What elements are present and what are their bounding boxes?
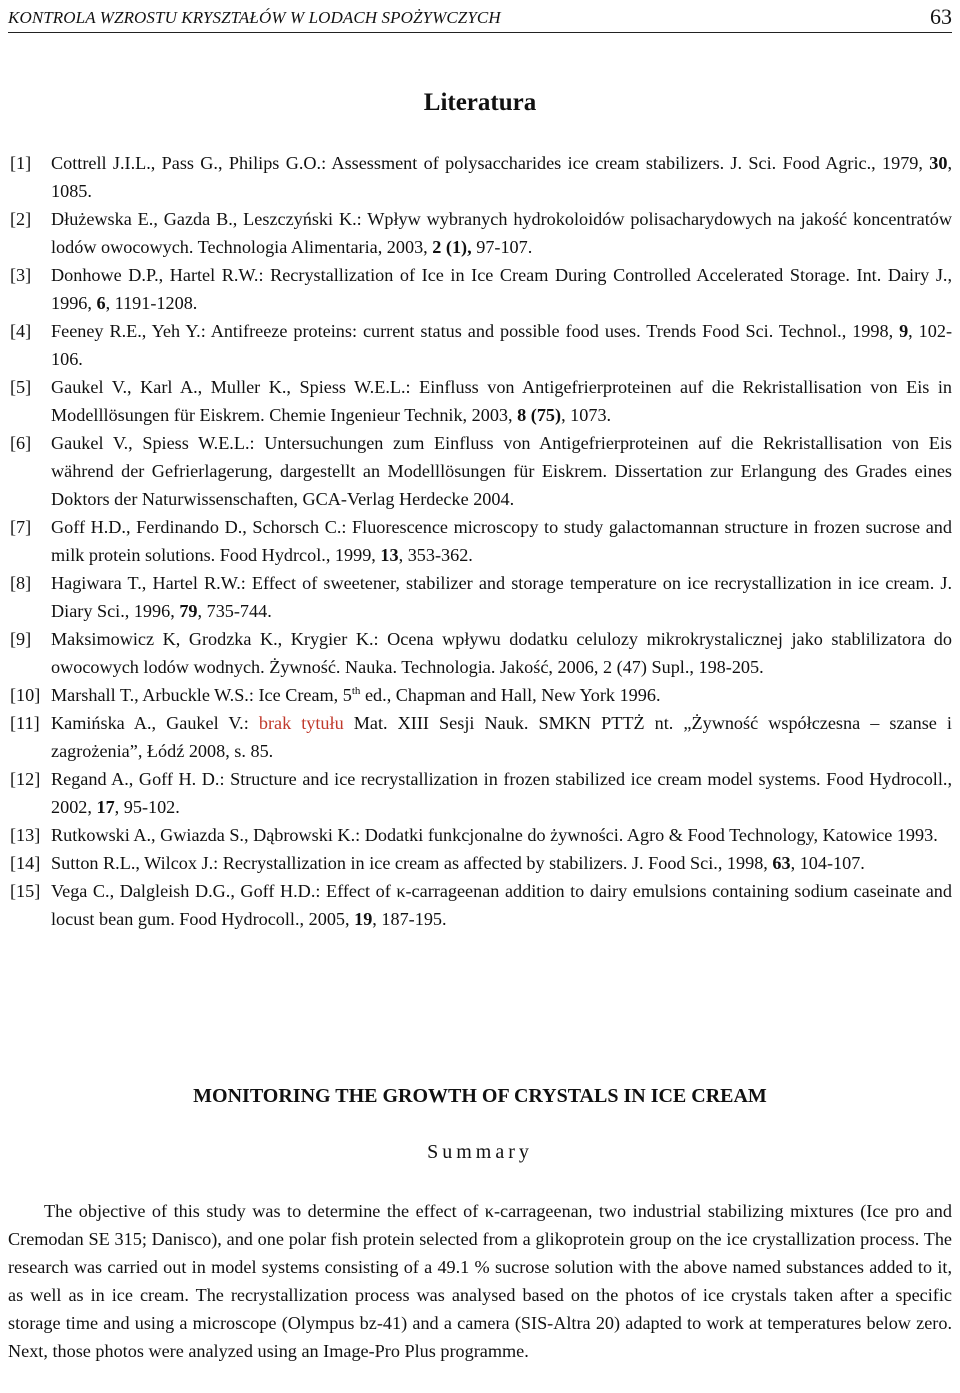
reference-item — [10, 625, 952, 681]
reference-text-part: Gaukel V., Karl A., Muller K., Spiess W.E.L.: Einfluss von Antigefrierproteinen auf die Rekristallisation von Eis in Modelllösungen für Eiskrem. Chemie Ingenieur Technik, 2003, — [51, 377, 952, 425]
reference-text-part: 2 (1), — [432, 237, 472, 257]
reference-number: [1] — [10, 153, 32, 173]
reference-text — [51, 377, 952, 425]
reference-text-part: Rutkowski A., Gwiazda S., Dąbrowski K.: Dodatki funkcjonalne do żywności. Agro & Food Technology, Katowice 1993. — [51, 825, 938, 845]
reference-text-part: 13 — [380, 545, 399, 565]
reference-text-part: , 735-744. — [197, 601, 272, 621]
reference-text — [51, 853, 865, 873]
reference-item — [10, 513, 952, 569]
english-title: MONITORING THE GROWTH OF CRYSTALS IN ICE CREAM — [193, 1085, 767, 1107]
reference-text-part: , 187-195. — [372, 909, 447, 929]
reference-text-part: 79 — [179, 601, 198, 621]
reference-item — [10, 429, 952, 513]
reference-text-part: 97-107. — [471, 237, 533, 257]
reference-number: [11] — [10, 713, 40, 733]
reference-text-part: Hagiwara T., Hartel R.W.: Effect of sweetener, stabilizer and storage temperature on ice recrystallization in ice cream. J. Diary Sci., 1996, — [51, 573, 952, 621]
reference-text-part: , 1073. — [561, 405, 612, 425]
reference-text-part: Donhowe D.P., Hartel R.W.: Recrystallization of Ice in Ice Cream During Controlled Accelerated Storage. Int. Dairy J., 1996, — [51, 265, 952, 313]
reference-text-part: 8 (75) — [517, 405, 562, 425]
reference-text-part: , 104-107. — [790, 853, 865, 873]
reference-number: [14] — [10, 853, 41, 873]
page-number: 63 — [930, 4, 952, 29]
reference-text-part: , 353-362. — [398, 545, 473, 565]
reference-number: [2] — [10, 209, 32, 229]
reference-text-part: , 95-102. — [114, 797, 180, 817]
reference-text-part: Marshall T., Arbuckle W.S.: Ice Cream, 5 — [51, 685, 352, 705]
reference-text-part: Vega C., Dalgleish D.G., Goff H.D.: Effect of κ-carrageenan addition to dairy emulsions containing sodium caseinate and locust bean gum. Food Hydrocoll., 2005, — [51, 881, 952, 929]
reference-text-part: , 102-106. — [51, 321, 953, 369]
reference-number: [9] — [10, 629, 32, 649]
reference-text-part: Sutton R.L., Wilcox J.: Recrystallization in ice cream as affected by stabilizers. J. Food Sci., 1998, — [51, 853, 773, 873]
reference-number: [6] — [10, 433, 32, 453]
reference-number: [10] — [10, 685, 41, 705]
reference-text — [51, 713, 952, 761]
reference-text — [51, 769, 952, 817]
reference-text — [51, 433, 952, 509]
reference-text — [51, 321, 952, 369]
reference-text — [51, 881, 952, 929]
reference-item — [10, 317, 952, 373]
reference-text-part: 6 — [96, 293, 106, 313]
reference-text-part: 19 — [354, 909, 373, 929]
reference-text-part: ed., Chapman and Hall, New York 1996. — [360, 685, 661, 705]
reference-text — [51, 265, 952, 313]
reference-text-part: , 1191-1208. — [105, 293, 198, 313]
reference-text-part: Goff H.D., Ferdinando D., Schorsch C.: Fluorescence microscopy to study galactomannan structure in frozen sucrose and milk protein solutions. Food Hydrcol., 1999, — [51, 517, 952, 565]
reference-item — [10, 681, 952, 709]
reference-text-part: 30 — [929, 153, 948, 173]
summary-heading: Summary — [427, 1141, 533, 1163]
missing-title-note: brak tytułu — [258, 713, 344, 733]
reference-number: [3] — [10, 265, 32, 285]
reference-item — [10, 149, 952, 205]
running-title: KONTROLA WZROSTU KRYSZTAŁÓW W LODACH SPOŻYWCZYCH — [8, 8, 501, 27]
reference-number: [13] — [10, 825, 41, 845]
reference-text-part: 9 — [899, 321, 909, 341]
reference-item — [10, 261, 952, 317]
reference-text-part: Kamińska A., Gaukel V.: — [51, 713, 259, 733]
reference-item — [10, 765, 952, 821]
reference-number: [8] — [10, 573, 32, 593]
reference-text-part: Gaukel V., Spiess W.E.L.: Untersuchungen zum Einfluss von Antigefrierproteinen auf die Rekristallisation von Eis während der Gefrierlagerung, dargestellt an Modelllösungen für Eiskrem. Dissertation zur Erlangung des Grades eines Doktors der Naturwissenschaften, GCA-Verlag Herdecke 2004. — [51, 433, 952, 509]
reference-text-part: Regand A., Goff H. D.: Structure and ice recrystallization in frozen stabilized ice cream model systems. Food Hydrocoll., 2002, — [51, 769, 952, 817]
reference-text — [51, 629, 952, 677]
reference-text-part: th — [351, 685, 361, 697]
reference-text — [51, 825, 938, 845]
reference-item — [10, 569, 952, 625]
literature-heading: Literatura — [423, 89, 537, 116]
reference-text — [51, 517, 952, 565]
reference-text-part: Feeney R.E., Yeh Y.: Antifreeze proteins: current status and possible food uses. Trends Food Sci. Technol., 1998, — [51, 321, 900, 341]
reference-item — [10, 373, 952, 429]
reference-text — [51, 685, 661, 705]
reference-item — [10, 849, 952, 877]
running-header — [8, 6, 952, 33]
reference-text-part: 17 — [96, 797, 115, 817]
reference-number: [15] — [10, 881, 41, 901]
reference-number: [4] — [10, 321, 32, 341]
reference-text-part: Maksimowicz K, Grodzka K., Krygier K.: Ocena wpływu dodatku celulozy mikrokrystalicznej jako stablilizatora do owocowych lodów wodnych. Żywność. Nauka. Technologia. Jakość, 2006, 2 (47) Supl., 198-205. — [51, 629, 952, 677]
reference-text-part: Mat. XIII Sesji Nauk. SMKN PTTŻ nt. „Żywność współczesna – szanse i zagrożenia”, Łódź 2008, s. 85. — [51, 713, 952, 761]
reference-number: [7] — [10, 517, 32, 537]
reference-text-part: Cottrell J.I.L., Pass G., Philips G.O.: Assessment of polysaccharides ice cream stabilizers. J. Sci. Food Agric., 1979, — [51, 153, 930, 173]
reference-item — [10, 709, 952, 765]
reference-text-part: 63 — [772, 853, 791, 873]
reference-item — [10, 877, 952, 933]
reference-text — [51, 209, 952, 257]
reference-item — [10, 205, 952, 261]
reference-item — [10, 821, 952, 849]
reference-text — [51, 573, 952, 621]
reference-text — [51, 153, 952, 201]
reference-list — [10, 149, 952, 933]
reference-number: [5] — [10, 377, 32, 397]
reference-text-part: , 1085. — [51, 153, 952, 201]
reference-number: [12] — [10, 769, 41, 789]
reference-text-part: Dłużewska E., Gazda B., Leszczyński K.: Wpływ wybranych hydrokoloidów polisacharydowych na jakość koncentratów lodów owocowych. Technologia Alimentaria, 2003, — [51, 209, 952, 257]
summary-paragraph: The objective of this study was to determine the effect of κ-carrageenan, two industrial stabilizing mixtures (Ice pro and Cremodan SE 315; Danisco), and one polar fish protein selected from a glikoprotein group on the ice crystallization process. The research was carried out in model systems consisting of a 49.1 % sucrose solution with the above named substances added to it, as well as in ice cream. The recrystallization process was analysed based on the photos of ice crystals taken after a specific storage time and using a microscope (Olympus bz-41) and a camera (SIS-Altra 20) adapted to work at temperatures below zero. Next, those photos were analyzed using an Image-Pro Plus programme. — [8, 1201, 952, 1361]
